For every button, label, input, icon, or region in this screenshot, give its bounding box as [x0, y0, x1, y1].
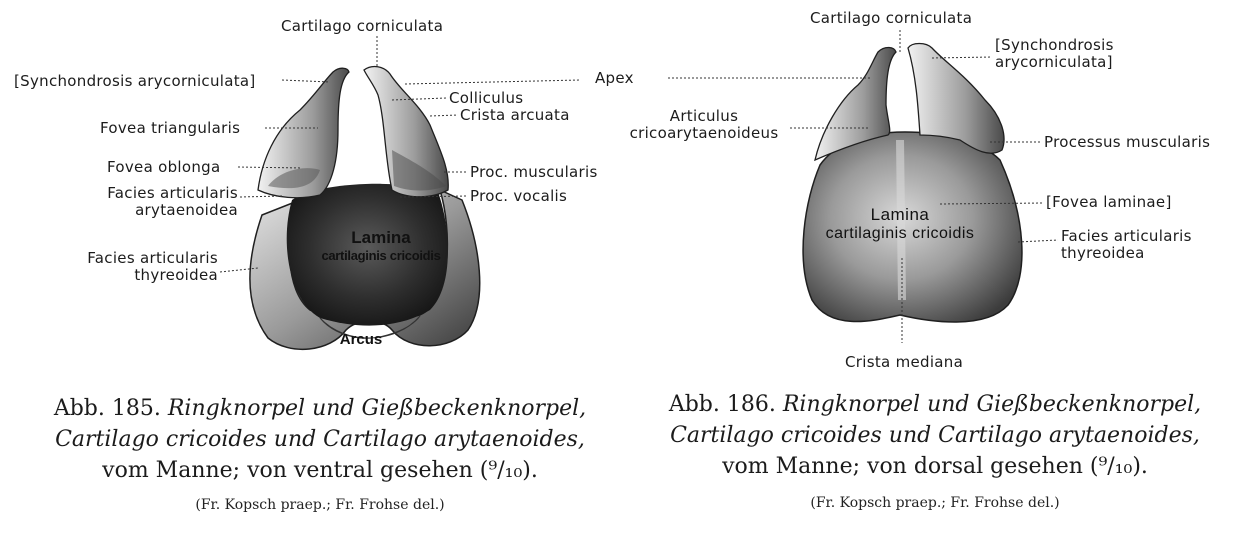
fig185-label-apex: Apex [595, 69, 634, 87]
fig186-label-processus-muscularis: Processus muscularis [1044, 133, 1211, 151]
fig186-caption-line2: Cartilago cricoides und Cartilago arytaenoides, [670, 423, 1200, 448]
fig185-caption [10, 393, 630, 486]
fig186-label-fovea-laminae: [Fovea laminae] [1046, 193, 1172, 211]
fig185-caption-line1: Ringknorpel und Gießbeckenknorpel, [167, 396, 587, 421]
fig185-caption-line3: vom Manne; von ventral gesehen (⁹/₁₀). [102, 458, 538, 483]
fig185-label-facies-art-aryt-line2: arytaenoidea [135, 201, 238, 219]
fig186-caption [632, 389, 1238, 482]
fig186-caption-number: Abb. 186. [668, 392, 776, 417]
fig185-caption-number: Abb. 185. [53, 396, 161, 421]
fig185-label-fovea-triangularis: Fovea triangularis [100, 119, 241, 137]
fig185-label-fovea-oblonga: Fovea oblonga [107, 158, 221, 176]
fig186-label-articulus [620, 108, 788, 142]
fig186-lamina-word: Lamina [870, 205, 930, 224]
fig186-caption-line1: Ringknorpel und Gießbeckenknorpel, [782, 392, 1202, 417]
fig186-caption-line3: vom Manne; von dorsal gesehen (⁹/₁₀). [722, 454, 1148, 479]
fig186-label-cartilago-corniculata: Cartilago corniculata [810, 9, 973, 27]
fig186-drawing [803, 44, 1022, 323]
fig186-label-synchondrosis-line1: [Synchondrosis [995, 36, 1114, 54]
fig186-label-lamina [800, 205, 1000, 243]
fig186-credit: (Fr. Kopsch praep.; Fr. Frohse del.) [810, 495, 1060, 511]
fig185-drawing [250, 67, 480, 350]
fig186-label-articulus-line1: Articulus [669, 107, 739, 125]
fig185-label-facies-art-thyr-line2: thyreoidea [134, 266, 218, 284]
fig185-label-cartilago-corniculata: Cartilago corniculata [281, 17, 444, 35]
fig185-label-facies-art-thyr-line1: Facies articularis [87, 249, 218, 267]
fig185-label-crista-arcuata: Crista arcuata [460, 106, 570, 124]
fig185-lamina-word: Lamina [351, 228, 411, 247]
fig185-label-arcus: Arcus [339, 331, 383, 348]
fig185-label-facies-art-aryt-line1: Facies articularis [107, 184, 238, 202]
fig185-label-synchondrosis: [Synchondrosis arycorniculata] [14, 72, 256, 90]
fig186-label-articulus-line2: cricoarytaenoideus [629, 124, 779, 142]
fig185-credit: (Fr. Kopsch praep.; Fr. Frohse del.) [195, 497, 445, 513]
fig185-lamina-sub: cartilaginis cricoidis [321, 248, 441, 263]
fig186-label-crista-mediana: Crista mediana [845, 353, 964, 371]
fig185-label-colliculus: Colliculus [449, 89, 524, 107]
fig185-label-facies-art-aryt [60, 185, 238, 219]
fig186-label-synchondrosis [995, 37, 1114, 71]
fig186-label-facies-art-thyr-line1: Facies articularis [1061, 227, 1192, 245]
fig186-label-synchondrosis-line2: arycorniculata] [995, 53, 1113, 71]
fig186-lamina-sub: cartilaginis cricoidis [825, 225, 975, 242]
fig185-caption-line2: Cartilago cricoides und Cartilago arytaenoides, [55, 427, 585, 452]
fig185-label-proc-vocalis: Proc. vocalis [470, 187, 568, 205]
fig186-label-facies-art-thyr-line2: thyreoidea [1061, 244, 1145, 262]
fig185-label-lamina [306, 228, 456, 263]
fig185-label-proc-muscularis: Proc. muscularis [470, 163, 598, 181]
fig186-label-facies-art-thyr [1061, 228, 1192, 262]
fig185-label-facies-art-thyr [40, 250, 218, 284]
